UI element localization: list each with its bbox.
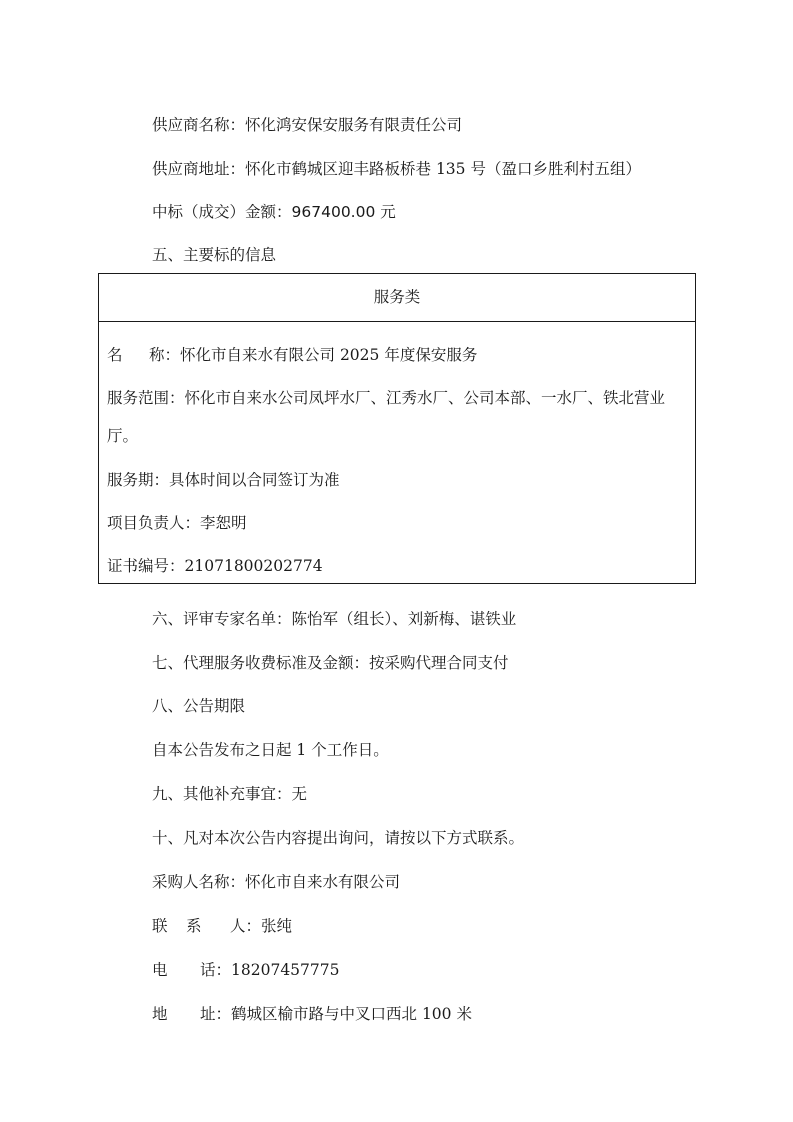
contact-person-line xyxy=(152,916,292,936)
service-name-label-part1: 名 xyxy=(107,346,123,364)
address-label-part2: 址： xyxy=(200,1005,232,1023)
service-name-value: 怀化市自来水有限公司 2025 年度保安服务 xyxy=(180,346,478,364)
certificate-number-label: 证书编号： xyxy=(107,557,185,575)
service-period-label: 服务期： xyxy=(107,471,170,489)
project-manager-value: 李恕明 xyxy=(200,514,247,532)
service-period-value: 具体时间以合同签订为准 xyxy=(169,471,340,489)
certificate-number-value: 21071800202774 xyxy=(184,557,323,575)
certificate-number-row xyxy=(107,556,323,576)
award-amount-unit: 元 xyxy=(375,203,396,221)
section-8-heading: 八、公告期限 xyxy=(152,697,246,715)
project-manager-row xyxy=(107,513,247,533)
subject-info-table xyxy=(98,273,696,584)
service-scope-label: 服务范围： xyxy=(107,389,185,407)
purchaser-name-line xyxy=(152,872,400,892)
service-scope-value: 怀化市自来水公司凤坪水厂、江秀水厂、公司本部、一水厂、铁北营业 xyxy=(184,389,666,407)
supplier-name-label: 供应商名称： xyxy=(152,116,246,134)
service-scope-row xyxy=(107,388,665,408)
table-header-service-type: 服务类 xyxy=(99,274,695,322)
supplier-name-value: 怀化鸿安保安服务有限责任公司 xyxy=(245,116,463,134)
service-name-label-part2: 称： xyxy=(149,346,181,364)
contact-label-part3: 人： xyxy=(230,917,262,935)
supplier-address-label: 供应商地址： xyxy=(152,160,246,178)
service-scope-row-continued: 厅。 xyxy=(107,427,139,445)
purchaser-address-value: 鹤城区榆市路与中叉口西北 100 米 xyxy=(231,1005,472,1023)
contact-label-part2: 系 xyxy=(186,917,202,935)
supplier-address-line xyxy=(152,159,641,179)
phone-line xyxy=(152,960,340,980)
purchaser-address-line xyxy=(152,1004,472,1024)
phone-value: 18207457775 xyxy=(231,961,340,979)
service-name-row xyxy=(107,345,477,365)
award-amount-label: 中标（成交）金额： xyxy=(152,203,292,221)
service-period-row xyxy=(107,470,340,490)
section-7-agency-fee: 七、代理服务收费标准及金额：按采购代理合同支付 xyxy=(152,654,509,672)
section-6-experts: 六、评审专家名单：陈怡军（组长）、刘新梅、谌铁业 xyxy=(152,610,517,628)
section-5-heading: 五、主要标的信息 xyxy=(152,246,277,264)
award-amount-value: 967400.00 xyxy=(291,203,376,221)
award-amount-line xyxy=(152,202,396,222)
contact-label-part1: 联 xyxy=(152,917,168,935)
project-manager-label: 项目负责人： xyxy=(107,514,201,532)
address-label-part1: 地 xyxy=(152,1005,168,1023)
section-8-body: 自本公告发布之日起 1 个工作日。 xyxy=(152,741,389,759)
supplier-address-value: 怀化市鹤城区迎丰路板桥巷 135 号（盈口乡胜利村五组） xyxy=(245,160,641,178)
purchaser-name-value: 怀化市自来水有限公司 xyxy=(245,873,401,891)
contact-person-value: 张纯 xyxy=(261,917,293,935)
section-9-other: 九、其他补充事宜：无 xyxy=(152,785,308,803)
phone-label-part1: 电 xyxy=(152,961,168,979)
supplier-name-line xyxy=(152,115,462,135)
phone-label-part2: 话： xyxy=(200,961,232,979)
purchaser-name-label: 采购人名称： xyxy=(152,873,246,891)
section-10-heading: 十、凡对本次公告内容提出询问，请按以下方式联系。 xyxy=(152,829,525,847)
